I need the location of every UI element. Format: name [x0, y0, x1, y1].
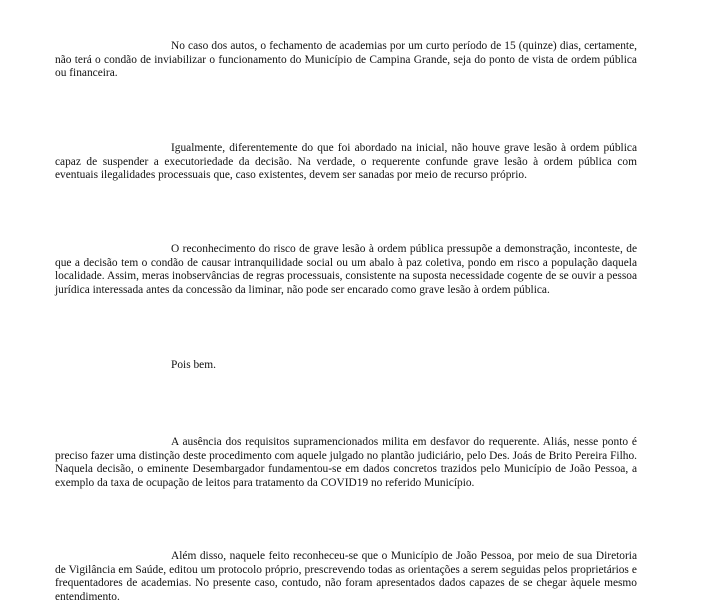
paragraph-5-text: A ausência dos requisitos supramencionados milita em desfavor do requerente. Aliás, nesse ponto é preciso fazer uma distinção deste procedimento com aquele julgado no plantão judiciário, pelo Des. Joás de Brito Pereira Filho. Naquela decisão, o eminente Desembargador fundamentou-se em dados concretos trazidos pelo Município de João Pessoa, a exemplo da taxa de ocupação de leitos para tratamento da COVID19 no referido Município. [55, 436, 637, 489]
paragraph-2 [55, 142, 637, 183]
paragraph-3 [55, 243, 637, 297]
paragraph-6 [55, 550, 637, 604]
paragraph-3-text: O reconhecimento do risco de grave lesão à ordem pública pressupõe a demonstração, inconteste, de que a decisão tem o condão de causar intranquilidade social ou um abalo à paz coletiva, pondo em risco a população daquela localidade. Assim, meras inobservâncias de regras processuais, consistente na suposta necessidade cogente de se ouvir a pessoa jurídica interessada antes da concessão da liminar, não pode ser encarado como grave lesão à ordem pública. [55, 243, 637, 296]
paragraph-4 [55, 359, 637, 373]
paragraph-2-text: Igualmente, diferentemente do que foi abordado na inicial, não houve grave lesão à ordem pública capaz de suspender a executoriedade da decisão. Na verdade, o requerente confunde grave lesão à ordem pública com eventuais ilegalidades processuais que, caso existentes, devem ser sanadas por meio de recurso próprio. [55, 142, 637, 182]
paragraph-6-text: Além disso, naquele feito reconheceu-se que o Município de João Pessoa, por meio de sua Diretoria de Vigilância em Saúde, editou um protocolo próprio, prescrevendo todas as orientações a serem seguidas pelos proprietários e frequentadores de academias. No presente caso, contudo, não foram apresentados dados capazes de se chegar àquele mesmo entendimento. [55, 550, 637, 603]
paragraph-4-text: Pois bem. [171, 359, 216, 371]
paragraph-1-text: No caso dos autos, o fechamento de academias por um curto período de 15 (quinze) dias, certamente, não terá o condão de inviabilizar o funcionamento do Município de Campina Grande, seja do ponto de vista de ordem pública ou financeira. [55, 40, 637, 80]
paragraph-5 [55, 436, 637, 490]
paragraph-1 [55, 40, 637, 81]
